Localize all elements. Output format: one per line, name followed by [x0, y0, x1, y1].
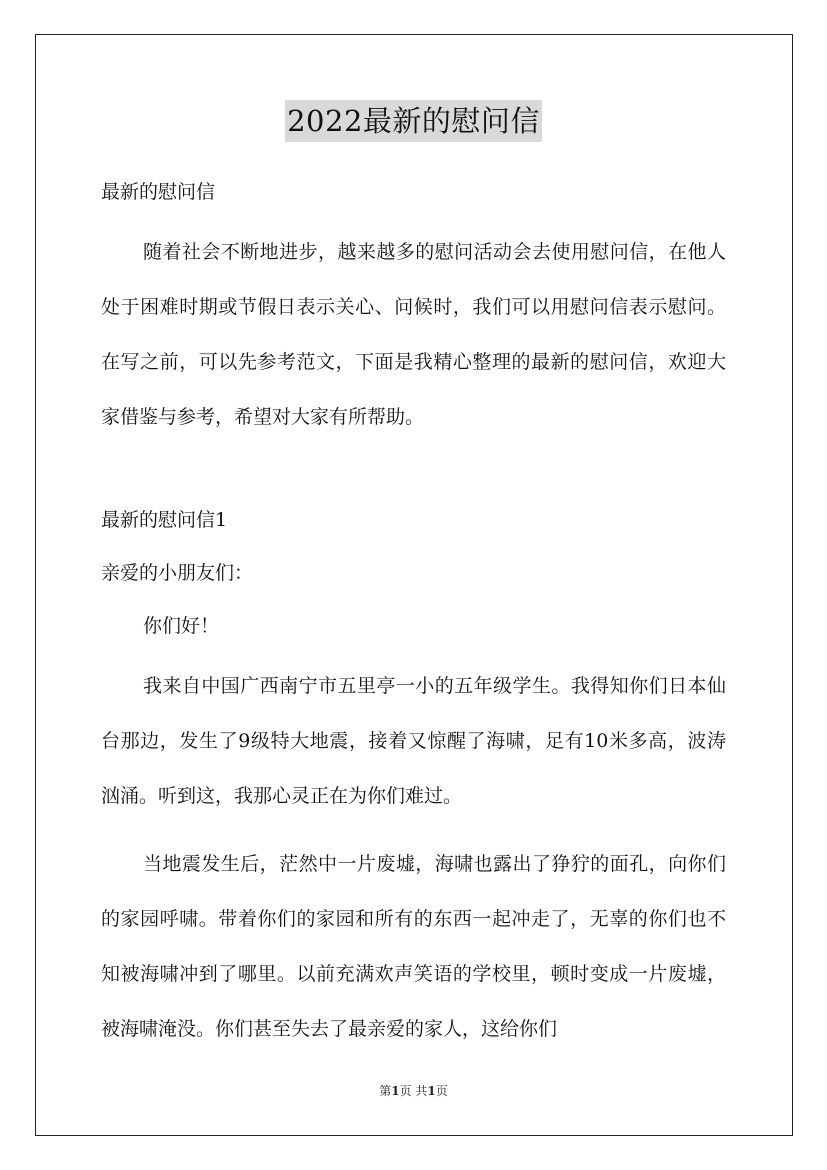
body-paragraph-2: 当地震发生后，茫然中一片废墟，海啸也露出了狰狞的面孔，向你们的家园呼啸。带着你们的家园和所有的东西一起冲走了，无辜的你们也不知被海啸冲到了哪里。以前充满欢声笑语的学校里，顿时变成一片废墟，被海啸淹没。你们甚至失去了最亲爱的家人，这给你们	[101, 853, 726, 1040]
page-mid: 页 共	[399, 1084, 428, 1098]
greeting: 你们好！	[143, 615, 220, 637]
section-heading: 最新的慰问信1	[101, 509, 228, 531]
subtitle: 最新的慰问信	[101, 181, 216, 203]
page-current: 1	[391, 1084, 400, 1098]
page-footer	[0, 1082, 827, 1099]
salutation: 亲爱的小朋友们：	[101, 562, 254, 584]
body-paragraph-1: 我来自中国广西南宁市五里亭一小的五年级学生。我得知你们日本仙台那边，发生了9级特大地震，接着又惊醒了海啸，足有10米多高，波涛汹涌。听到这，我那心灵正在为你们难过。	[101, 675, 726, 807]
page-prefix: 第	[379, 1084, 392, 1098]
title-area	[0, 100, 827, 142]
page-suffix: 页	[435, 1084, 448, 1098]
document-title: 2022最新的慰问信	[285, 100, 542, 142]
document-body	[101, 172, 726, 1070]
page-total: 1	[427, 1084, 436, 1098]
intro-paragraph: 随着社会不断地进步，越来越多的慰问活动会去使用慰问信，在他人处于困难时期或节假日表示关心、问候时，我们可以用慰问信表示慰问。在写之前，可以先参考范文，下面是我精心整理的最新的慰问信，欢迎大家借鉴与参考，希望对大家有所帮助。	[101, 241, 726, 428]
